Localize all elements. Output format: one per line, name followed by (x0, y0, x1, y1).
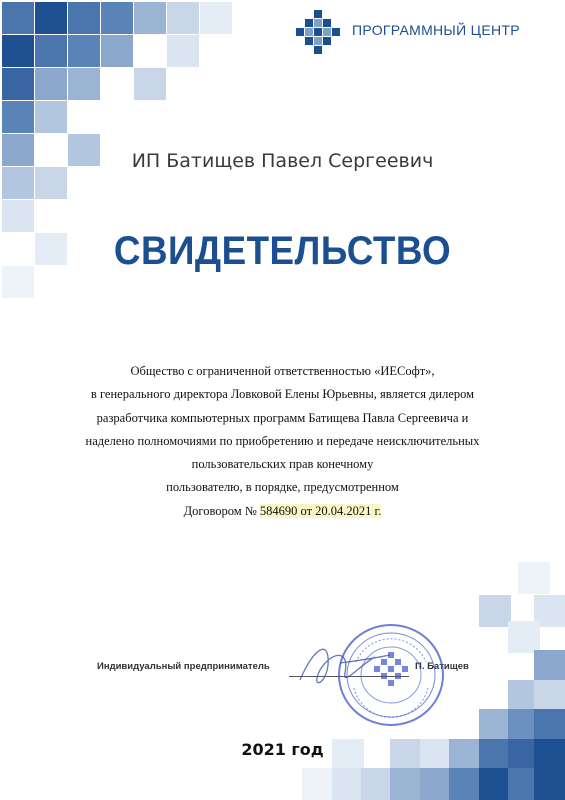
body-line: пользователю, в порядке, предусмотренном (166, 480, 399, 495)
signature-label: Индивидуальный предприниматель (97, 661, 270, 672)
certificate-year: 2021 год (241, 740, 324, 759)
logo-mark-icon (296, 10, 340, 54)
body-line: разработчика компьютерных программ Батищева Павла Сергеевича и (96, 410, 469, 425)
company-logo (296, 12, 546, 52)
body-line-contract (40, 500, 525, 523)
body-line: наделено полномочиями по приобретению и передаче неисключительных (85, 433, 480, 448)
company-seal-icon (336, 622, 446, 728)
body-line: пользовательских прав конечному (191, 457, 374, 472)
body-line: Общество с ограниченной ответственностью «ИЕСофт», (130, 364, 435, 378)
certificate-title: СВИДЕТЕЛЬСТВО (113, 229, 452, 273)
signer-name: П. Батищев (415, 661, 469, 672)
contract-prefix: Договором № (183, 503, 260, 518)
certificate-holder: ИП Батищев Павел Сергеевич (131, 150, 434, 172)
certificate-body (40, 360, 525, 523)
logo-text: ПРОГРАММНЫЙ ЦЕНТР (352, 22, 520, 38)
body-line: в генерального директора Ловковой Елены Юрьевны, является дилером (90, 387, 475, 402)
contract-number-highlight: 584690 от 20.04.2021 г. (259, 503, 382, 518)
